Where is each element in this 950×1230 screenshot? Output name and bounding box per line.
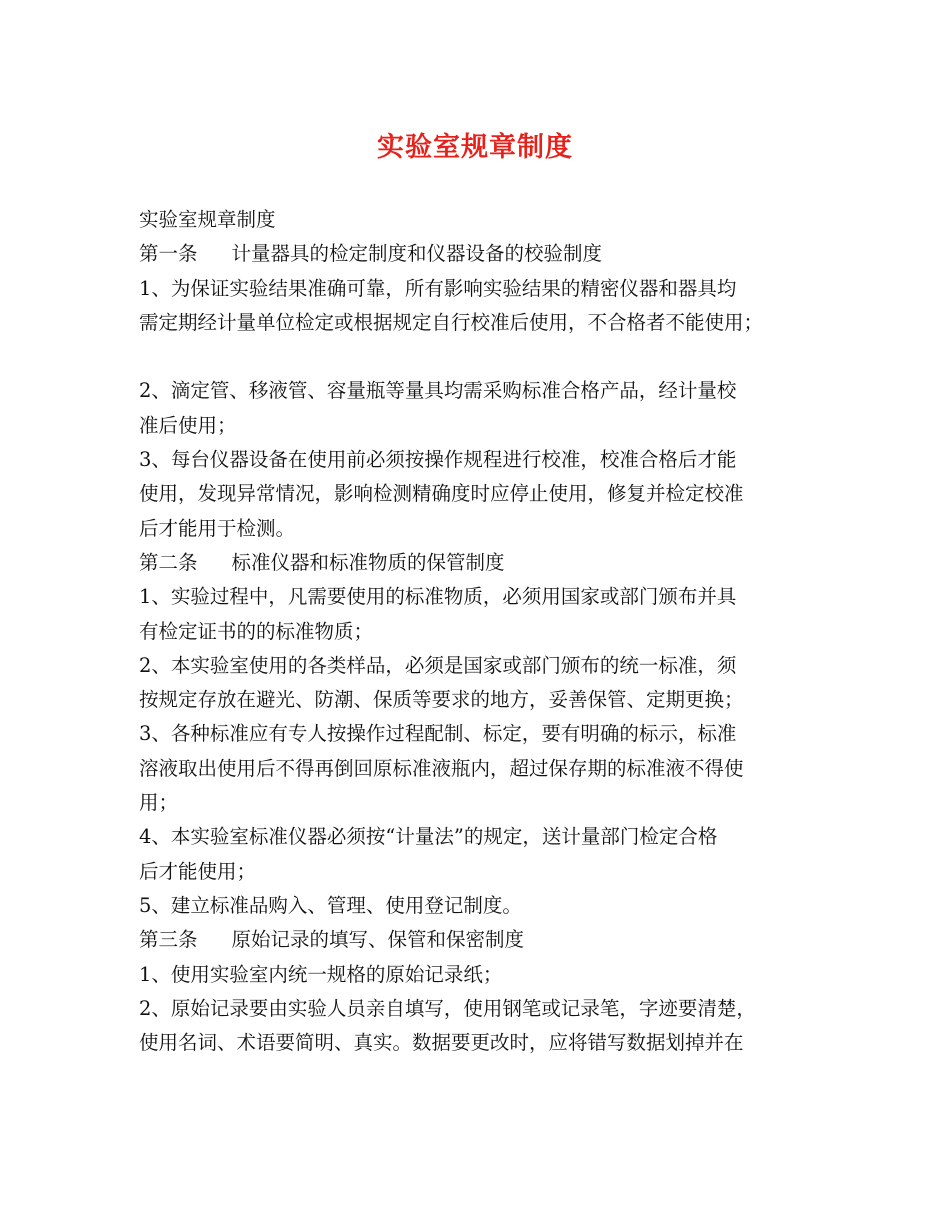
document-title: 实验室规章制度 bbox=[377, 132, 573, 163]
body-line: 2、滴定管、移液管、容量瓶等量具均需采购标准合格产品，经计量校 bbox=[139, 379, 737, 403]
document-body bbox=[139, 203, 829, 1060]
body-line: 使用，发现异常情况，影响检测精确度时应停止使用，修复并检定校准 bbox=[139, 482, 744, 506]
body-line: 使用名词、术语要简明、真实。数据要更改时，应将错写数据划掉并在 bbox=[139, 1031, 744, 1055]
body-line: 3、各种标准应有专人按操作过程配制、标定，要有明确的标示，标准 bbox=[139, 722, 737, 746]
article-heading-2 bbox=[139, 546, 829, 580]
body-line: 5、建立标准品购入、管理、使用登记制度。 bbox=[139, 893, 522, 917]
body-line: 准后使用； bbox=[139, 413, 237, 437]
article-label: 第三条 bbox=[139, 928, 198, 952]
body-line: 溶液取出使用后不得再倒回原标准液瓶内，超过保存期的标准液不得使 bbox=[139, 756, 744, 780]
body-line: 2、原始记录要由实验人员亲自填写，使用钢笔或记录笔，字迹要清楚， bbox=[139, 996, 756, 1020]
body-line: 1、为保证实验结果准确可靠，所有影响实验结果的精密仪器和器具均 bbox=[139, 276, 737, 300]
article-heading-3 bbox=[139, 923, 829, 957]
blank-line bbox=[139, 340, 829, 374]
article-title: 原始记录的填写、保管和保密制度 bbox=[231, 928, 525, 952]
body-line: 后才能使用； bbox=[139, 859, 257, 883]
article-title: 标准仪器和标准物质的保管制度 bbox=[231, 550, 505, 574]
article-heading-1 bbox=[139, 237, 829, 271]
article-title: 计量器具的检定制度和仪器设备的校验制度 bbox=[231, 242, 603, 266]
body-line: 实验室规章制度 bbox=[139, 208, 276, 231]
article-label: 第二条 bbox=[139, 550, 198, 574]
body-line: 需定期经计量单位检定或根据规定自行校准后使用，不合格者不能使用； bbox=[139, 310, 764, 334]
body-line: 有检定证书的的标准物质； bbox=[139, 619, 374, 643]
body-line: 用； bbox=[139, 791, 179, 815]
body-line: 4、本实验室标准仪器必须按“计量法”的规定，送计量部门检定合格 bbox=[139, 825, 718, 849]
body-line: 3、每台仪器设备在使用前必须按操作规程进行校准，校准合格后才能 bbox=[139, 448, 737, 472]
body-line: 后才能用于检测。 bbox=[139, 516, 296, 540]
article-label: 第一条 bbox=[139, 242, 198, 266]
body-line: 1、使用实验室内统一规格的原始记录纸； bbox=[139, 962, 503, 986]
body-line: 2、本实验室使用的各类样品，必须是国家或部门颁布的统一标准，须 bbox=[139, 653, 737, 677]
body-line: 1、实验过程中，凡需要使用的标准物质，必须用国家或部门颁布并具 bbox=[139, 585, 737, 609]
body-line: 按规定存放在避光、防潮、保质等要求的地方，妥善保管、定期更换； bbox=[139, 688, 744, 712]
